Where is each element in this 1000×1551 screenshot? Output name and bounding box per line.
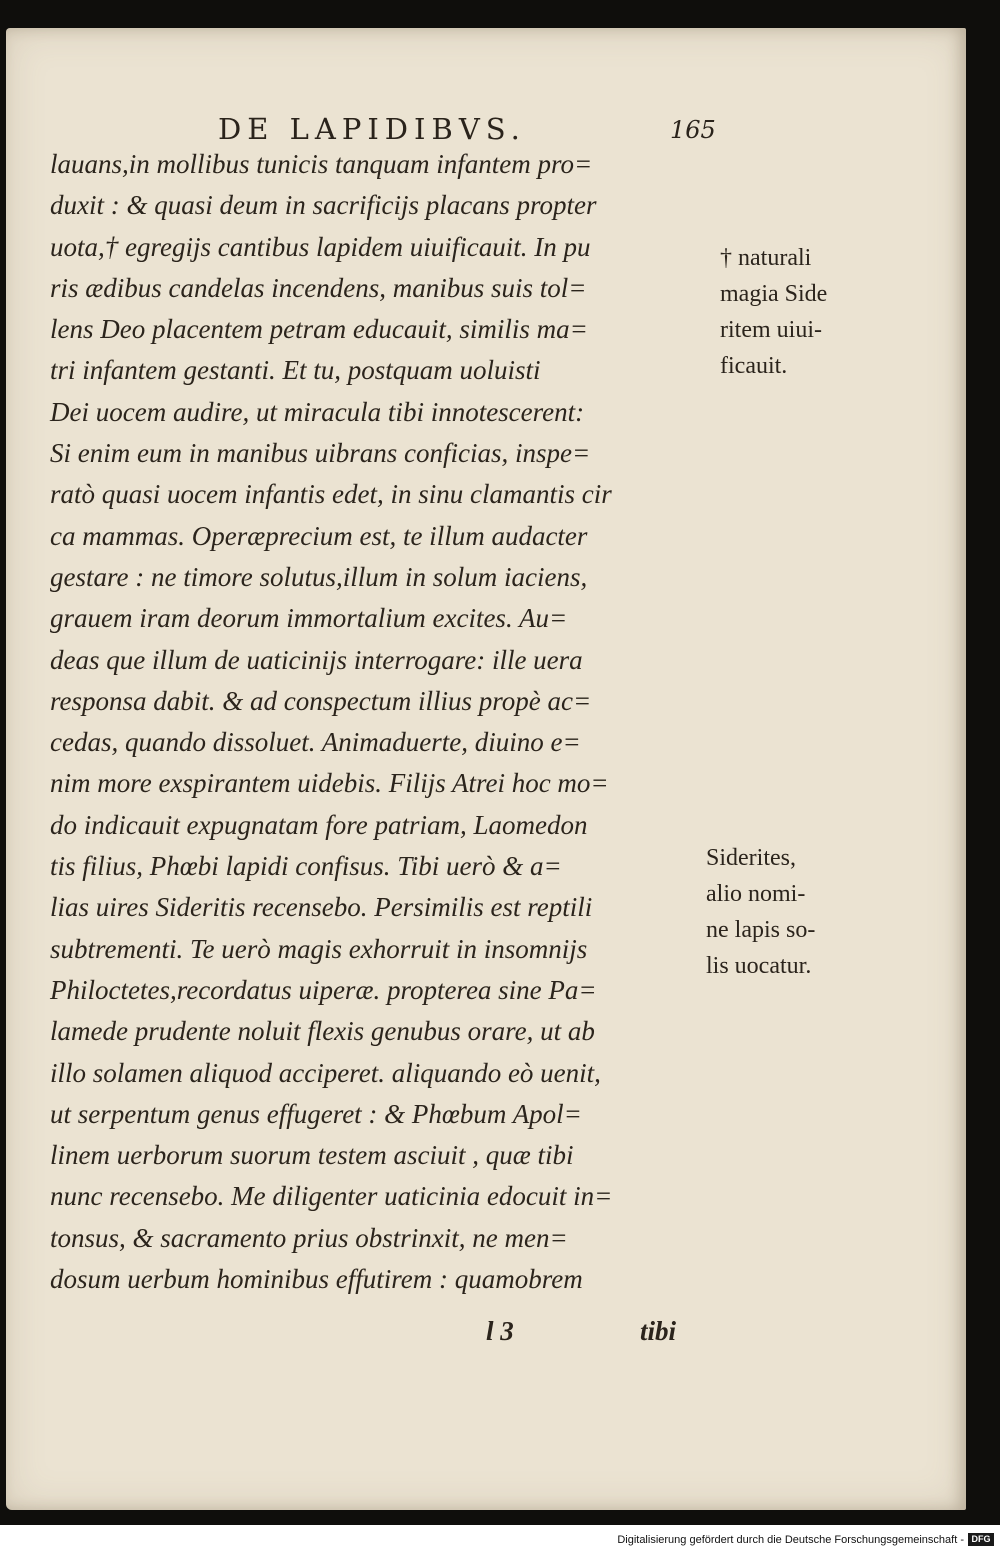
text-line: responsa dabit. & ad conspectum illius propè ac= — [50, 685, 592, 716]
page-number: 165 — [670, 116, 716, 144]
marginal-note-line: † naturali — [720, 245, 812, 271]
text-line: ratò quasi uocem infantis edet, in sinu clamantis cir — [50, 479, 612, 510]
text-line: tri infantem gestanti. Et tu, postquam uoluisti — [50, 355, 541, 386]
main-text-block — [50, 144, 715, 1300]
text-line: lens Deo placentem petram educauit, similis ma= — [50, 314, 588, 345]
marginal-note-line: ficauit. — [720, 353, 788, 379]
text-line: Si enim eum in manibus uibrans conficias, inspe= — [50, 438, 591, 469]
text-line: ut serpentum genus effugeret : & Phœbum Apol= — [50, 1098, 582, 1129]
text-line: lamede prudente noluit flexis genubus orare, ut ab — [50, 1016, 595, 1047]
digitization-credit: Digitalisierung gefördert durch die Deutsche Forschungsgemeinschaft - — [617, 1534, 964, 1546]
text-line: lias uires Sideritis recensebo. Persimilis est reptili — [50, 892, 593, 923]
text-line: tis filius, Phœbi lapidi confisus. Tibi uerò & a= — [50, 851, 562, 882]
text-line: nunc recensebo. Me diligenter uaticinia edocuit in= — [50, 1181, 613, 1212]
marginal-note-line: alio nomi- — [706, 881, 806, 907]
marginal-note-line: ne lapis so- — [706, 917, 816, 943]
text-line: dosum uerbum hominibus effutirem : quamobrem — [50, 1264, 583, 1295]
text-line: subtrementi. Te uerò magis exhorruit in insomnijs — [50, 933, 588, 964]
text-line: grauem iram deorum immortalium excites. Au= — [50, 603, 568, 634]
text-line: ris ædibus candelas incendens, manibus suis tol= — [50, 272, 587, 303]
text-line: cedas, quando dissoluet. Animaduerte, diuino e= — [50, 727, 581, 758]
running-title: DE LAPIDIBVS. — [218, 112, 526, 146]
text-line: Philoctetes,recordatus uiperæ. propterea sine Pa= — [50, 974, 597, 1005]
dfg-logo: DFG — [968, 1533, 994, 1546]
text-line: Dei uocem audire, ut miracula tibi innotescerent: — [50, 396, 585, 427]
text-line: nim more exspirantem uidebis. Filijs Atrei hoc mo= — [50, 768, 609, 799]
text-line: uota,† egregijs cantibus lapidem uiuificauit. In pu — [50, 231, 591, 262]
text-line: duxit : & quasi deum in sacrificijs placans propter — [50, 190, 597, 221]
text-line: do indicauit expugnatam fore patriam, Laomedon — [50, 809, 588, 840]
marginal-note-line: magia Side — [720, 281, 828, 307]
marginal-note-line: lis uocatur. — [706, 953, 812, 979]
text-line: gestare : ne timore solutus,illum in solum iaciens, — [50, 561, 588, 592]
text-line: linem uerborum suorum testem asciuit , quæ tibi — [50, 1140, 574, 1171]
marginal-note-siderites — [706, 840, 876, 984]
text-line: deas que illum de uaticinijs interrogare: ille uera — [50, 644, 583, 675]
text-line: lauans,in mollibus tunicis tanquam infantem pro= — [50, 149, 593, 179]
marginal-note-line: Siderites, — [706, 845, 796, 871]
catchword: tibi — [640, 1316, 677, 1346]
text-line: tonsus, & sacramento prius obstrinxit, ne men= — [50, 1222, 568, 1253]
text-line: illo solamen aliquod acciperet. aliquando eò uenit, — [50, 1057, 601, 1088]
marginal-note-magia — [720, 240, 880, 384]
signature-mark: l 3 — [486, 1316, 514, 1346]
text-line: ca mammas. Operæprecium est, te illum audacter — [50, 520, 588, 551]
marginal-note-line: ritem uiui- — [720, 317, 822, 343]
